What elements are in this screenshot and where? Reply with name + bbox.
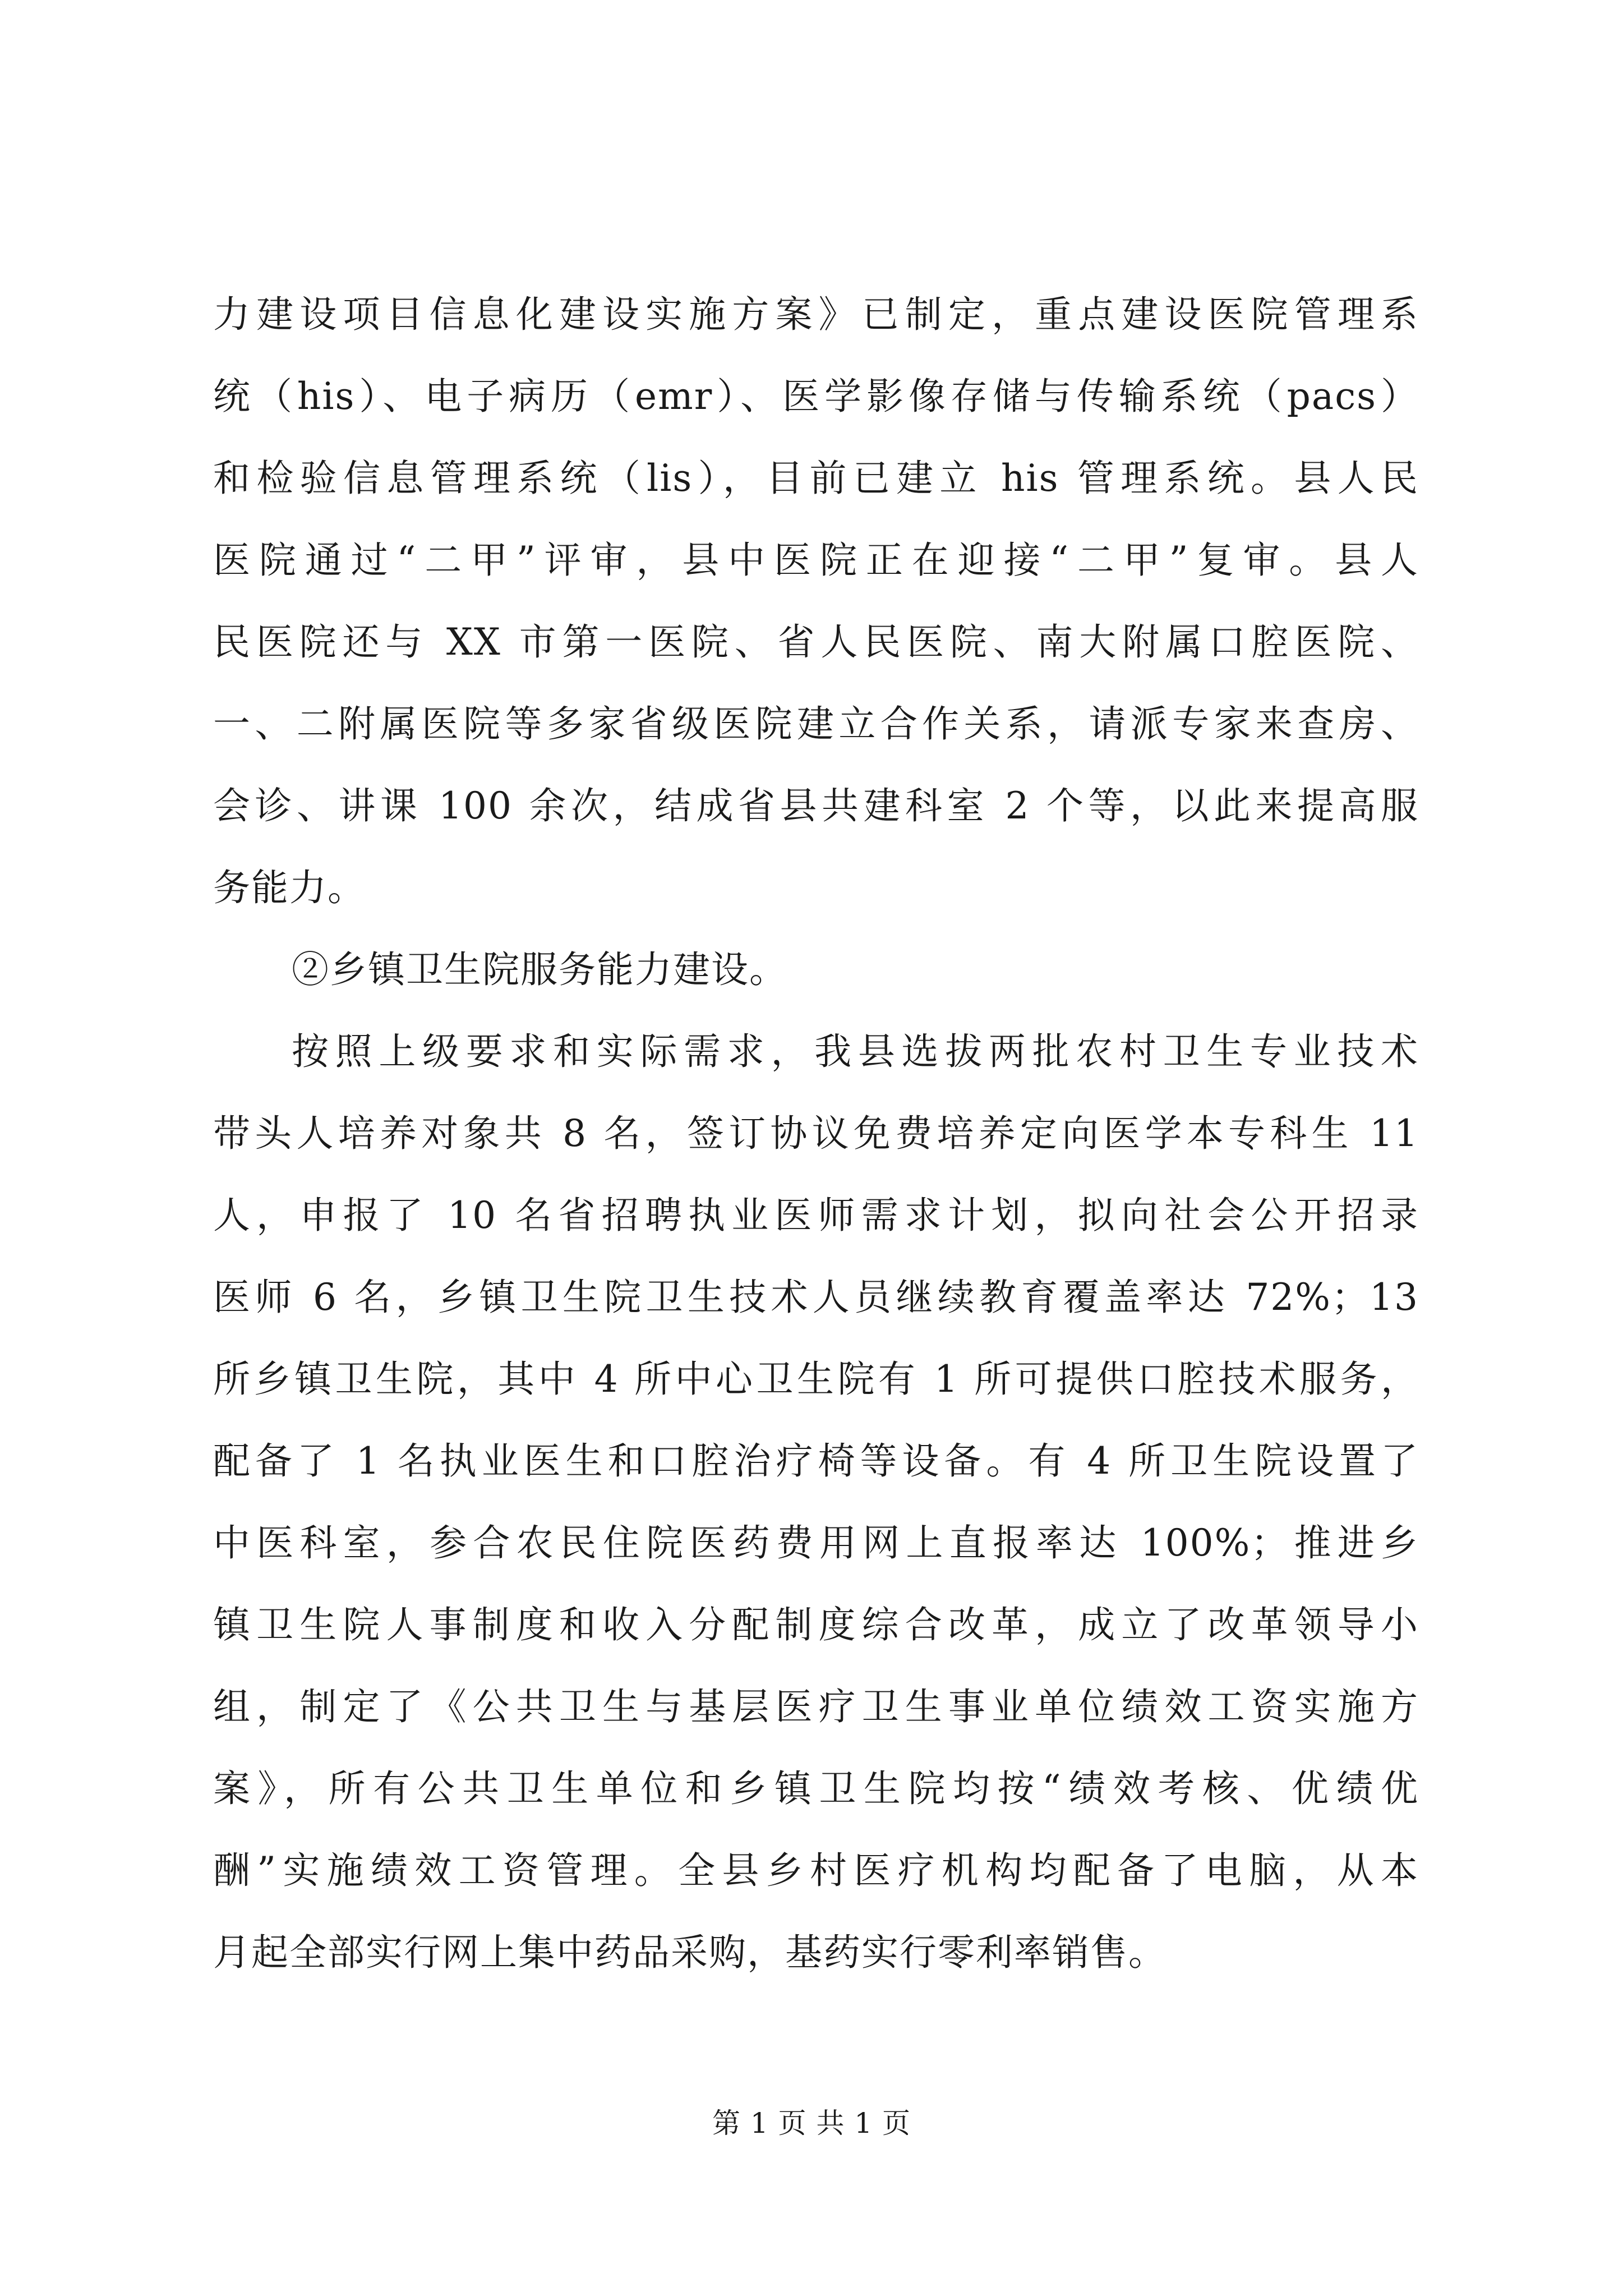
text-line: 民医院还与 XX 市第一医院、省人民医院、南大附属口腔医院、 xyxy=(213,620,1419,664)
text-line: 医师 6 名，乡镇卫生院卫生技术人员继续教育覆盖率达 72%；13 xyxy=(213,1276,1419,1319)
text-line: 带头人培养对象共 8 名，签订协议免费培养定向医学本专科生 11 xyxy=(213,1112,1419,1155)
text-line: 和检验信息管理系统（lis），目前已建立 his 管理系统。县人民 xyxy=(213,457,1419,500)
text-line: 会诊、讲课 100 余次，结成省县共建科室 2 个等，以此来提高服 xyxy=(213,784,1419,827)
page-number-footer: 第 1 页 共 1 页 xyxy=(712,2107,911,2139)
text-line: 统（his）、电子病历（emr）、医学影像存储与传输系统（pacs） xyxy=(213,375,1419,418)
text-line: 力建设项目信息化建设实施方案》已制定，重点建设医院管理系 xyxy=(213,293,1419,336)
text-line: 所乡镇卫生院，其中 4 所中心卫生院有 1 所可提供口腔技术服务， xyxy=(213,1358,1419,1401)
text-line: 酬”实施绩效工资管理。全县乡村医疗机构均配备了电脑，从本 xyxy=(213,1849,1419,1892)
text-line: 配备了 1 名执业医生和口腔治疗椅等设备。有 4 所卫生院设置了 xyxy=(213,1439,1419,1483)
section-heading: ②乡镇卫生院服务能力建设。 xyxy=(292,948,787,991)
paragraph-2 xyxy=(213,1011,1419,1994)
text-line: 中医科室，参合农民住院医药费用网上直报率达 100%；推进乡 xyxy=(213,1521,1419,1565)
text-line: 医院通过“二甲”评审，县中医院正在迎接“二甲”复审。县人 xyxy=(213,539,1419,582)
text-line: 组，制定了《公共卫生与基层医疗卫生事业单位绩效工资实施方 xyxy=(213,1685,1419,1728)
text-line: 按照上级要求和实际需求，我县选拔两批农村卫生专业技术 xyxy=(292,1030,1419,1073)
text-line: 人，申报了 10 名省招聘执业医师需求计划，拟向社会公开招录 xyxy=(213,1194,1419,1237)
paragraph-1 xyxy=(213,274,1419,929)
text-line: 案》，所有公共卫生单位和乡镇卫生院均按“绩效考核、优绩优 xyxy=(213,1767,1419,1810)
text-line: 务能力。 xyxy=(213,866,366,909)
text-line: 镇卫生院人事制度和收入分配制度综合改革，成立了改革领导小 xyxy=(213,1603,1419,1646)
text-line: 月起全部实行网上集中药品采购，基药实行零利率销售。 xyxy=(213,1931,1166,1974)
document-body xyxy=(213,274,1419,1994)
text-line: 一、二附属医院等多家省级医院建立合作关系，请派专家来查房、 xyxy=(213,702,1419,746)
